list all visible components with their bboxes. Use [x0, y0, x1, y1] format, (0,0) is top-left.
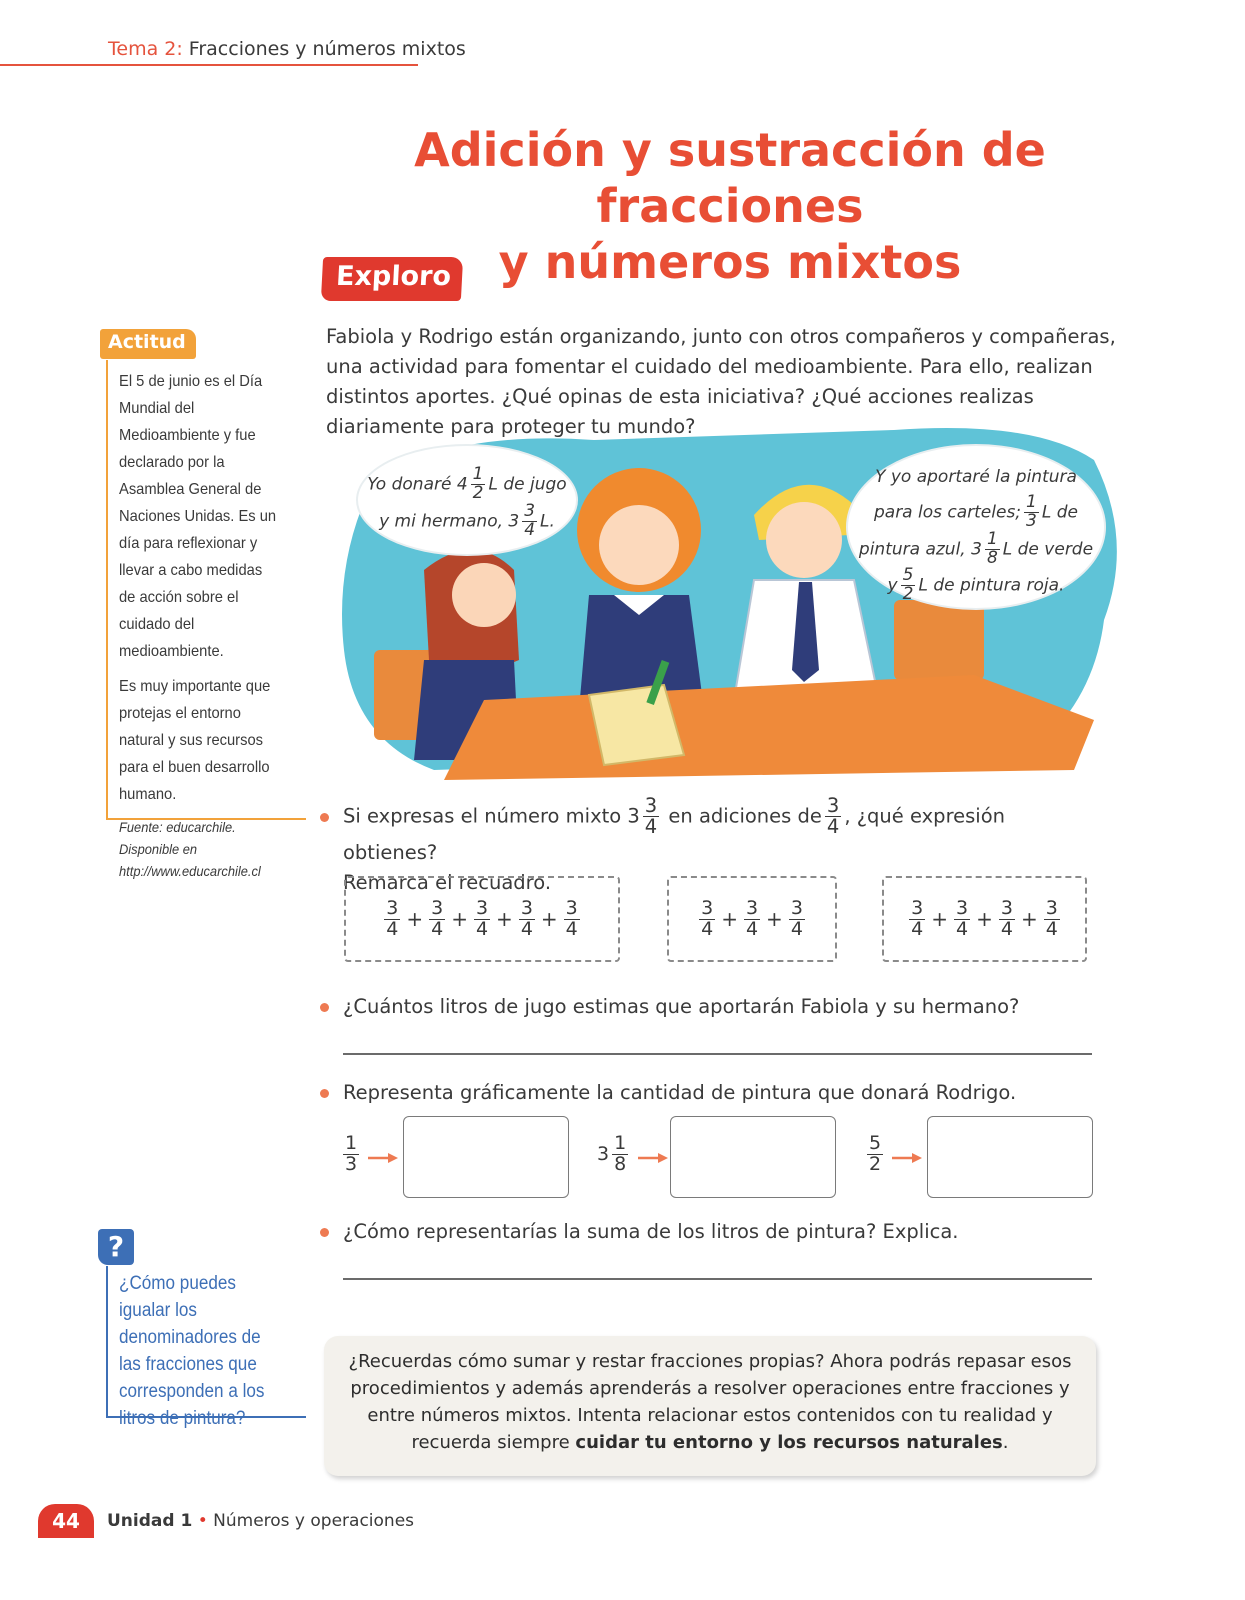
- denominator: 4: [826, 815, 840, 839]
- denominator: 4: [701, 917, 714, 940]
- denominator: 2: [472, 482, 484, 503]
- tema-label: Tema 2:: [108, 38, 183, 60]
- denominator: 3: [345, 1152, 358, 1175]
- numerator: 3: [565, 896, 578, 919]
- footer-separator: •: [197, 1511, 208, 1531]
- numerator: 3: [1045, 896, 1058, 919]
- denominator: 4: [644, 815, 658, 839]
- question-mark-icon: ?: [98, 1229, 134, 1265]
- fraction: [909, 896, 925, 940]
- boy-face: [766, 502, 842, 578]
- fraction: [825, 796, 841, 838]
- denominator: 4: [475, 917, 489, 940]
- numerator: 3: [475, 896, 489, 919]
- fraction: [612, 1134, 628, 1175]
- footer-unit-label: Unidad 1: [107, 1511, 193, 1531]
- option-box-five-terms[interactable]: [344, 876, 620, 962]
- recap-text-end: .: [1002, 1432, 1009, 1453]
- arrow-right-icon: [892, 1152, 922, 1164]
- page-header: [108, 38, 466, 60]
- numerator: 1: [1026, 492, 1037, 512]
- denominator: 4: [431, 917, 444, 940]
- arrow-right-icon: [368, 1152, 398, 1164]
- numerator: 1: [345, 1132, 358, 1154]
- fraction: [474, 896, 490, 940]
- plus-sign: +: [406, 907, 424, 931]
- numerator: 1: [986, 528, 998, 549]
- section-label-exploro: Exploro: [321, 257, 463, 301]
- plus-sign: +: [721, 907, 738, 931]
- drawing-box-blue[interactable]: [403, 1116, 569, 1198]
- title-line-2: y números mixtos: [498, 235, 962, 289]
- drawing-box-green[interactable]: [670, 1116, 836, 1198]
- arrow-right-icon: [638, 1152, 668, 1164]
- numerator: 3: [1000, 896, 1013, 919]
- denominator: 8: [986, 547, 998, 568]
- denominator: 4: [745, 917, 759, 940]
- fraction: [429, 896, 445, 940]
- question-1-line-1: [343, 796, 1103, 868]
- bubble-right-text-b: para los carteles;: [873, 502, 1022, 523]
- recap-text-a: ¿Recuerdas cómo sumar y restar fracciones propias? Ahora podrás repasar esos procedimientos y además aprenderás a resolver operaciones entre fracciones y entre números mixtos. Intenta relacionar estos contenidos con tu realidad y recuerda siempre: [348, 1351, 1072, 1453]
- numerator: 1: [472, 464, 484, 484]
- question-1-line-2: Remarca el recuadro.: [343, 870, 552, 894]
- speech-bubble-rodrigo: [848, 446, 1104, 608]
- paint-blue-amount: [340, 1134, 362, 1175]
- question-4: ¿Cómo representarías la suma de los litros de pintura? Explica.: [343, 1220, 959, 1243]
- bubble-left-text-b: L de jugo: [488, 474, 567, 495]
- denominator: 2: [869, 1152, 882, 1175]
- recap-text-emphasis: cuidar tu entorno y los recursos naturales: [575, 1432, 1003, 1453]
- paint-red-amount: [864, 1134, 886, 1175]
- q1-text-a: Si expresas el número mixto 3: [343, 804, 640, 828]
- bubble-right-text-e: L de verde: [1002, 539, 1094, 560]
- recap-text: [344, 1348, 1076, 1456]
- numerator: 3: [956, 896, 969, 919]
- bullet-q4: [320, 1228, 329, 1237]
- actitud-paragraph-1: El 5 de junio es el Día Mundial del Medioambiente y fue declarado por la Asamblea General de Naciones Unidas. Es un día para reflexionar y llevar a cabo medidas de acción sobre el cuidado del medioambiente.: [119, 373, 277, 660]
- numerator: 3: [745, 896, 759, 919]
- fraction: [564, 896, 580, 940]
- chair-right: [894, 600, 984, 680]
- paint-green-amount: [597, 1134, 631, 1175]
- numerator: 5: [902, 565, 914, 586]
- fraction: [643, 796, 659, 838]
- question-2: ¿Cuántos litros de jugo estimas que aportarán Fabiola y su hermano?: [343, 995, 1020, 1018]
- numerator: 3: [386, 896, 399, 919]
- actitud-text: [119, 368, 280, 890]
- page-number: 44: [38, 1504, 94, 1538]
- fraction: [744, 896, 760, 940]
- fraction: [999, 896, 1015, 940]
- fraction: [789, 896, 805, 940]
- denominator: 3: [1026, 510, 1037, 531]
- denominator: 4: [386, 917, 399, 940]
- bubble-right-line-4: [848, 567, 1104, 604]
- fraction: [519, 896, 535, 940]
- tema-title: Fracciones y números mixtos: [188, 38, 466, 60]
- bubble-right-text-f: y: [887, 575, 898, 596]
- numerator: 3: [701, 896, 714, 919]
- bubble-right-line-2: [848, 494, 1104, 531]
- drawing-box-red[interactable]: [927, 1116, 1093, 1198]
- footer-unit: [107, 1511, 414, 1531]
- bubble-right-line-1: Y yo aportaré la pintura: [875, 467, 1077, 487]
- bubble-left-text-c: y mi hermano, 3: [379, 511, 520, 532]
- denominator: 4: [1000, 917, 1013, 940]
- plus-sign: +: [1020, 907, 1038, 931]
- plus-sign: +: [931, 907, 949, 931]
- footer-topic: Números y operaciones: [213, 1511, 415, 1531]
- q1-text-b: en adiciones de: [668, 804, 822, 828]
- numerator: 3: [520, 896, 533, 919]
- fraction: [901, 567, 916, 604]
- denominator: 4: [520, 917, 533, 940]
- denominator: 4: [565, 917, 578, 940]
- denominator: 4: [790, 917, 803, 940]
- fraction: [384, 896, 400, 940]
- answer-line-q2[interactable]: [343, 1053, 1092, 1055]
- bubble-right-line-3: [848, 528, 1104, 568]
- numerator: 3: [826, 794, 840, 817]
- bubble-right-text-c: L de: [1041, 502, 1078, 523]
- denominator: 4: [1045, 917, 1058, 940]
- option-box-three-terms[interactable]: [667, 876, 837, 962]
- denominator: 8: [614, 1152, 627, 1175]
- numerator: 3: [644, 794, 658, 817]
- header-rule: [0, 64, 418, 66]
- denominator: 4: [524, 519, 536, 540]
- numerator: 3: [431, 896, 444, 919]
- bubble-right-text-d: pintura azul, 3: [858, 539, 982, 560]
- fraction: [343, 1134, 359, 1175]
- option-box-four-terms[interactable]: [882, 876, 1087, 962]
- title-line-1: Adición y sustracción de fracciones: [414, 123, 1046, 233]
- bubble-left-text-a: Yo donaré 4: [367, 474, 468, 495]
- actitud-tab: Actitud: [100, 329, 196, 359]
- plus-sign: +: [451, 907, 468, 931]
- fraction: [867, 1134, 883, 1175]
- sidebar-question-text: ¿Cómo puedes igualar los denominadores de las fracciones que corresponden a los litros de pintura?: [119, 1273, 265, 1429]
- bullet-q3: [320, 1089, 329, 1098]
- intro-paragraph: Fabiola y Rodrigo están organizando, junto con otros compañeros y compañeras, una actividad para fomentar el cuidado del medioambiente. Para ello, realizan distintos aportes. ¿Qué opinas de esta iniciativa? ¿Qué acciones realizas diariamente para proteger tu mundo?: [326, 325, 1116, 438]
- question-3: Representa gráficamente la cantidad de pintura que donará Rodrigo.: [343, 1081, 1017, 1104]
- fraction: [985, 528, 1000, 568]
- denominator: 4: [956, 917, 969, 940]
- plus-sign: +: [976, 907, 993, 931]
- fraction: [954, 896, 970, 940]
- fraction: [1024, 494, 1039, 531]
- numerator: 3: [911, 896, 924, 919]
- fraction: [522, 500, 537, 540]
- bubble-right-text-g: L de pintura roja.: [918, 575, 1065, 596]
- numerator: 3: [790, 896, 803, 919]
- girl-left-face: [452, 563, 516, 627]
- actitud-source: Fuente: educarchile. Disponible en http://www.educarchile.cl: [119, 819, 261, 879]
- numerator: 3: [524, 500, 536, 521]
- bullet-q2: [320, 1003, 329, 1012]
- whole-part: 3: [597, 1142, 610, 1165]
- numerator: 5: [869, 1132, 882, 1154]
- q1-text-c: , ¿qué expresión obtienes?: [343, 804, 1006, 864]
- girl-middle-face: [599, 505, 679, 585]
- numerator: 1: [614, 1132, 627, 1154]
- answer-line-q4[interactable]: [343, 1278, 1092, 1280]
- bullet-q1: [320, 813, 329, 822]
- fraction: [471, 466, 486, 503]
- fraction: [1044, 896, 1060, 940]
- plus-sign: +: [496, 907, 513, 931]
- denominator: 4: [911, 917, 924, 940]
- actitud-paragraph-2: Es muy importante que protejas el entorno natural y sus recursos para el buen desarrollo humano.: [119, 678, 271, 803]
- bubble-left-text-e: L.: [540, 511, 555, 532]
- speech-bubble-fabiola: [358, 446, 576, 554]
- plus-sign: +: [766, 907, 783, 931]
- plus-sign: +: [540, 907, 558, 931]
- fraction: [699, 896, 715, 940]
- denominator: 2: [902, 584, 914, 605]
